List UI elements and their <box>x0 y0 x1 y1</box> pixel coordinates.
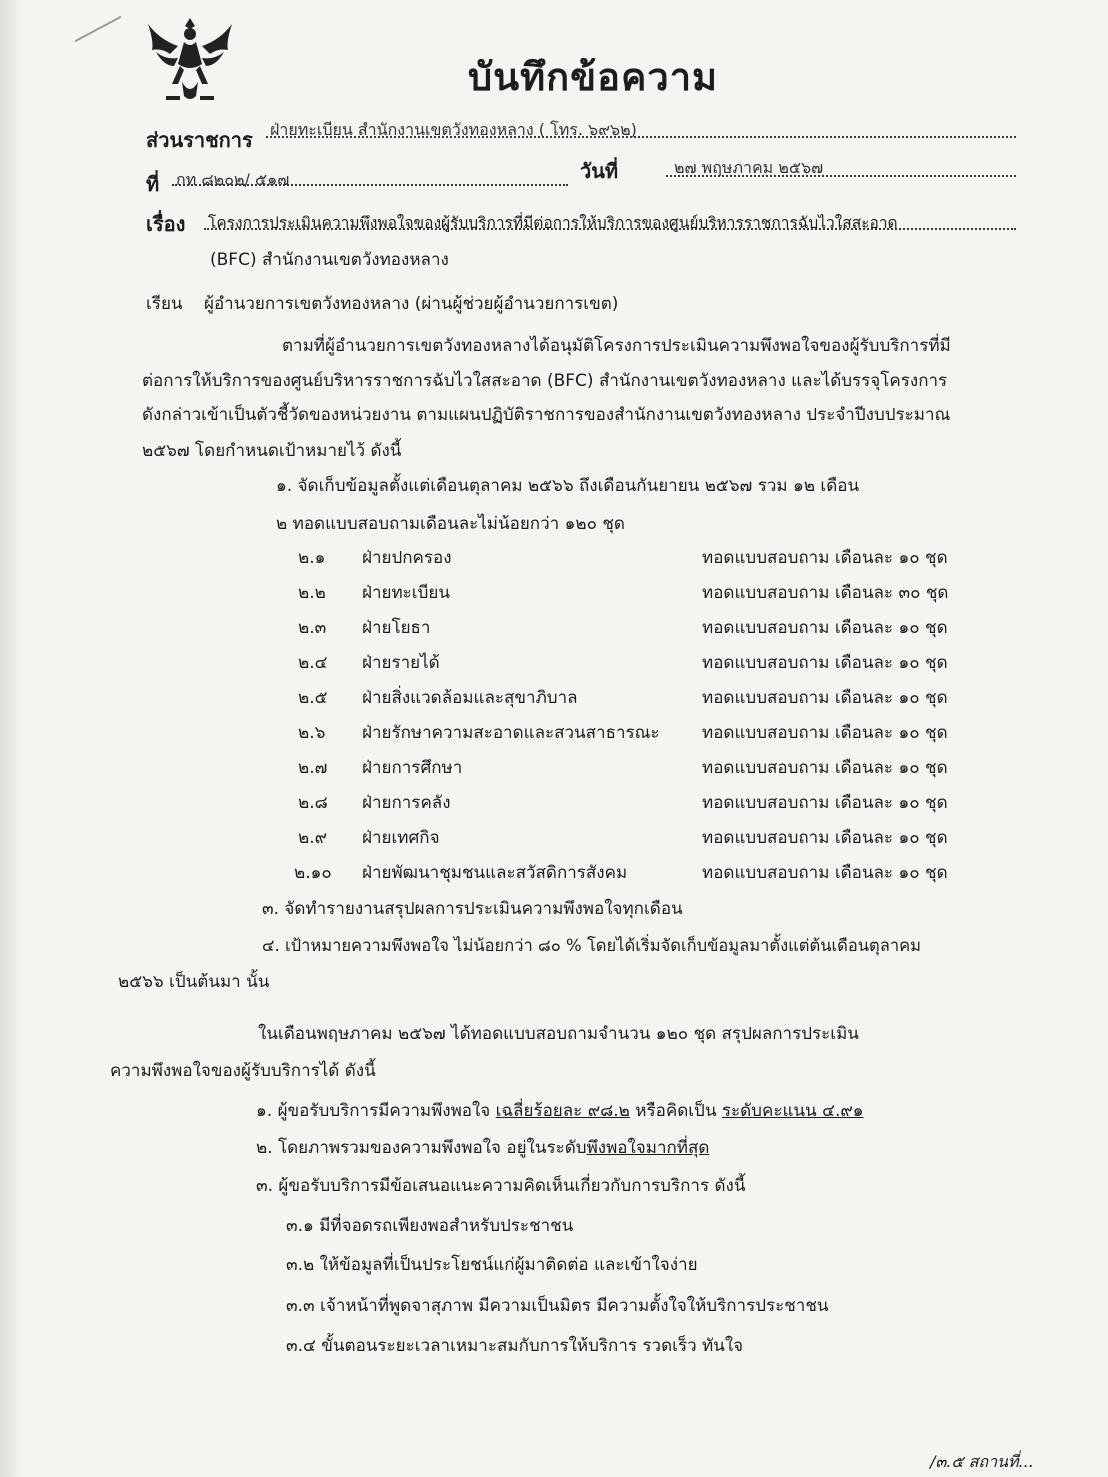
subitem-req: ทอดแบบสอบถาม เดือนละ ๑๐ ชุด <box>702 863 948 883</box>
result-1-score: ระดับคะแนน ๔.๙๑ <box>721 1101 864 1121</box>
subitem-dept: ฝ่ายโยธา <box>362 618 431 638</box>
subitem-req: ทอดแบบสอบถาม เดือนละ ๑๐ ชุด <box>702 758 948 778</box>
subitem-dept: ฝ่ายรักษาความสะอาดและสวนสาธารณะ <box>362 723 660 743</box>
para1-line: ตามที่ผู้อำนวยการเขตวังทองหลางได้อนุมัติโครงการประเมินความพึงพอใจของผู้รับบริการที่มี <box>282 336 951 356</box>
subitem-dept: ฝ่ายพัฒนาชุมชนและสวัสดิการสังคม <box>362 863 628 883</box>
suggestion-item: ๓.๑ มีที่จอดรถเพียงพอสำหรับประชาชน <box>286 1216 574 1236</box>
page-edge-shadow <box>0 0 22 1477</box>
subitem-req: ทอดแบบสอบถาม เดือนละ ๑๐ ชุด <box>702 793 948 813</box>
result-3: ๓. ผู้ขอรับบริการมีข้อเสนอแนะความคิดเห็นเกี่ยวกับการบริการ ดังนี้ <box>256 1176 746 1196</box>
dept-label: ส่วนราชการ <box>146 128 253 152</box>
subitem-no: ๒.๗ <box>298 758 328 778</box>
continued-note: /๓.๕ สถานที่... <box>930 1452 1034 1471</box>
subitem-req: ทอดแบบสอบถาม เดือนละ ๑๐ ชุด <box>702 548 948 568</box>
salutation-label: เรียน <box>146 294 183 314</box>
result-1-prefix: ๑. ผู้ขอรับบริการมีความพึงพอใจ <box>256 1101 496 1121</box>
result-2-level: พึงพอใจมากที่สุด <box>586 1138 710 1158</box>
subitem-no: ๒.๑ <box>298 548 326 568</box>
para2-line: ในเดือนพฤษภาคม ๒๕๖๗ ได้ทอดแบบสอบถามจำนวน ๑๒๐ ชุด สรุปผลการประเมิน <box>258 1024 859 1044</box>
result-2 <box>256 1134 709 1161</box>
subitem-no: ๒.๙ <box>298 828 328 848</box>
subitem-no: ๒.๖ <box>298 723 326 743</box>
suggestion-item: ๓.๔ ขั้นตอนระยะเวลาเหมาะสมกับการให้บริการ รวดเร็ว ทันใจ <box>286 1336 744 1356</box>
subject-value: โครงการประเมินความพึงพอใจของผู้รับบริการที่มีต่อการให้บริการของศูนย์บริหารราชการฉับไวใสสะอาด <box>208 214 898 232</box>
date-dotted-line <box>666 175 1016 177</box>
para1-line: ๒๕๖๗ โดยกำหนดเป้าหมายไว้ ดังนี้ <box>142 441 402 461</box>
subitem-no: ๒.๓ <box>298 618 327 638</box>
subject-cont: (BFC) สำนักงานเขตวังทองหลาง <box>210 250 449 270</box>
date-value: ๒๗ พฤษภาคม ๒๕๖๗ <box>674 158 824 177</box>
subitem-no: ๒.๒ <box>298 583 326 603</box>
subitem-dept: ฝ่ายเทศกิจ <box>362 828 440 848</box>
subitem-no: ๒.๔ <box>298 653 328 673</box>
document-title: บันทึกข้อความ <box>468 55 719 99</box>
suggestion-item: ๓.๓ เจ้าหน้าที่พูดจาสุภาพ มีความเป็นมิตร มีความตั้งใจให้บริการประชาชน <box>286 1296 829 1316</box>
target-item-3: ๓. จัดทำรายงานสรุปผลการประเมินความพึงพอใจทุกเดือน <box>262 899 683 919</box>
result-1 <box>256 1097 864 1124</box>
salutation-to: ผู้อำนวยการเขตวังทองหลาง (ผ่านผู้ช่วยผู้อำนวยการเขต) <box>204 294 619 314</box>
subitem-req: ทอดแบบสอบถาม เดือนละ ๑๐ ชุด <box>702 723 948 743</box>
suggestion-item: ๓.๒ ให้ข้อมูลที่เป็นประโยชน์แก่ผู้มาติดต่อ และเข้าใจง่าย <box>286 1255 698 1275</box>
dept-value: ฝ่ายทะเบียน สำนักงานเขตวังทองหลาง ( โทร. ๖๙๖๒) <box>270 120 637 139</box>
subitem-dept: ฝ่ายปกครอง <box>362 548 452 568</box>
subitem-dept: ฝ่ายการคลัง <box>362 793 451 813</box>
dept-dotted-line <box>266 136 1016 138</box>
subitem-dept: ฝ่ายรายได้ <box>362 653 440 673</box>
target-item-4-cont: ๒๕๖๖ เป็นต้นมา นั้น <box>118 972 270 992</box>
target-item-1: ๑. จัดเก็บข้อมูลตั้งแต่เดือนตุลาคม ๒๕๖๖ ถึงเดือนกันยายน ๒๕๖๗ รวม ๑๒ เดือน <box>276 476 860 496</box>
ref-label: ที่ <box>146 172 160 196</box>
subitem-req: ทอดแบบสอบถาม เดือนละ ๑๐ ชุด <box>702 618 948 638</box>
subitem-req: ทอดแบบสอบถาม เดือนละ ๓๐ ชุด <box>702 583 949 603</box>
subitem-no: ๒.๕ <box>298 688 328 708</box>
para1-line: ดังกล่าวเข้าเป็นตัวชี้วัดของหน่วยงาน ตามแผนปฏิบัติราชการของสำนักงานเขตวังทองหลาง ประจำปีงบประมาณ <box>142 405 951 425</box>
ref-dotted-line <box>172 184 568 186</box>
subitem-req: ทอดแบบสอบถาม เดือนละ ๑๐ ชุด <box>702 688 948 708</box>
subitem-req: ทอดแบบสอบถาม เดือนละ ๑๐ ชุด <box>702 828 948 848</box>
date-label: วันที่ <box>580 159 619 183</box>
subitem-dept: ฝ่ายสิ่งแวดล้อมและสุขาภิบาล <box>362 688 578 708</box>
subitem-dept: ฝ่ายทะเบียน <box>362 583 450 603</box>
subitem-no: ๒.๑๐ <box>294 863 332 883</box>
target-item-4: ๔. เป้าหมายความพึงพอใจ ไม่น้อยกว่า ๘๐ % โดยได้เริ่มจัดเก็บข้อมูลมาตั้งแต่ต้นเดือนตุลาคม <box>262 936 922 955</box>
result-1-average: เฉลี่ยร้อยละ ๙๘.๒ <box>495 1101 630 1121</box>
ref-value: กท ๘๒๐๒/ ๕๑๗ <box>176 170 290 189</box>
para2-line: ความพึงพอใจของผู้รับบริการได้ ดังนี้ <box>110 1061 376 1081</box>
result-2-prefix: ๒. โดยภาพรวมของความพึงพอใจ อยู่ในระดับ <box>256 1138 587 1158</box>
pen-mark <box>75 16 122 42</box>
subitem-dept: ฝ่ายการศึกษา <box>362 758 463 778</box>
subitem-no: ๒.๘ <box>298 793 328 813</box>
subject-label: เรื่อง <box>146 212 186 236</box>
para1-line: ต่อการให้บริการของศูนย์บริหารราชการฉับไวใสสะอาด (BFC) สำนักงานเขตวังทองหลาง และได้บรรจุโครงการ <box>142 371 948 391</box>
subitem-req: ทอดแบบสอบถาม เดือนละ ๑๐ ชุด <box>702 653 948 673</box>
subject-dotted-line <box>204 228 1016 230</box>
result-1-mid: หรือคิดเป็น <box>629 1101 722 1121</box>
target-item-2: ๒ ทอดแบบสอบถามเดือนละไม่น้อยกว่า ๑๒๐ ชุด <box>276 514 625 534</box>
garuda-emblem-icon <box>142 12 238 108</box>
